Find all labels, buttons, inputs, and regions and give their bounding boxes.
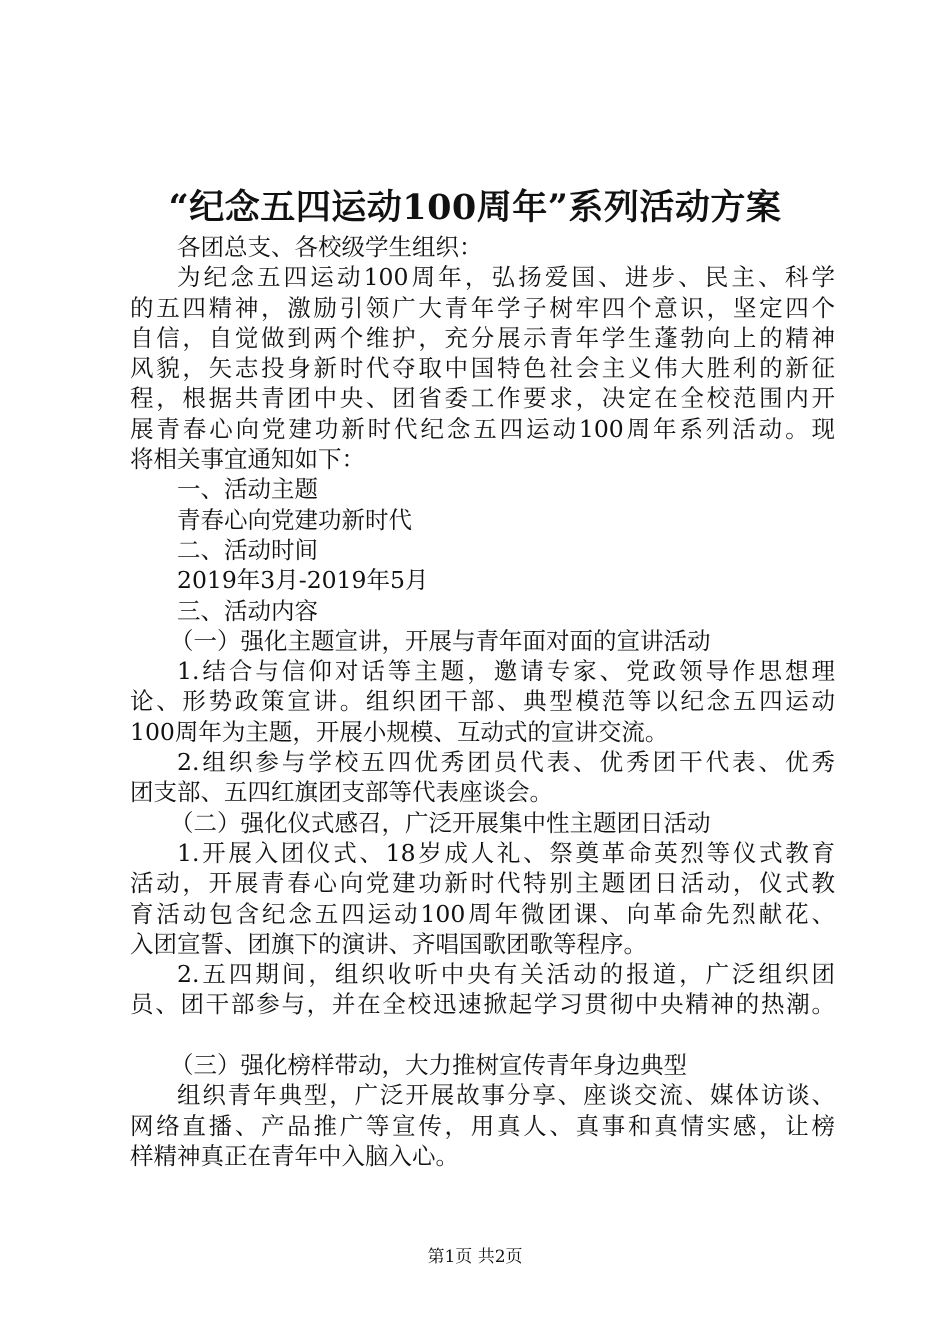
intro-line-3: 自信，自觉做到两个维护，充分展示青年学生蓬勃向上的精神: [130, 323, 835, 352]
subsection-heading-2: （二）强化仪式感召，广泛开展集中性主题团日活动: [170, 808, 711, 837]
item-2-1-line-1: 1.开展入团仪式、18岁成人礼、祭奠革命英烈等仪式教育: [177, 838, 835, 867]
theme-text: 青春心向党建功新时代: [177, 505, 412, 534]
subsection-heading-1: （一）强化主题宣讲，开展与青年面对面的宣讲活动: [170, 626, 711, 655]
item-1-1-line-2: 论、形势政策宣讲。组织团干部、典型模范等以纪念五四运动: [130, 687, 835, 716]
document-body: [130, 232, 835, 1171]
item-3-line-1: 组织青年典型，广泛开展故事分享、座谈交流、媒体访谈、: [177, 1081, 835, 1110]
time-text: 2019年3月-2019年5月: [177, 566, 429, 595]
item-2-2-line-1: 2.五四期间，组织收听中央有关活动的报道，广泛组织团: [177, 960, 835, 989]
item-2-2-line-2: 员、团干部参与，并在全校迅速掀起学习贯彻中央精神的热潮。: [130, 990, 835, 1019]
item-2-1-line-3: 育活动包含纪念五四运动100周年微团课、向革命先烈献花、: [130, 899, 835, 928]
intro-line-4: 风貌，矢志投身新时代夺取中国特色社会主义伟大胜利的新征: [130, 354, 835, 383]
intro-line-2: 的五四精神，激励引领广大青年学子树牢四个意识，坚定四个: [130, 293, 835, 322]
paragraph-gap: [130, 1020, 835, 1050]
salutation: 各团总支、各校级学生组织：: [177, 233, 483, 261]
intro-line-5: 程，根据共青团中央、团省委工作要求，决定在全校范围内开: [130, 384, 835, 413]
page-number-footer: 第1页 共2页: [427, 1247, 523, 1267]
intro-line-1: 为纪念五四运动100周年，弘扬爱国、进步、民主、科学: [177, 263, 835, 292]
item-2-1-line-4: 入团宣誓、团旗下的演讲、齐唱国歌团歌等程序。: [130, 929, 647, 958]
item-1-1-line-3: 100周年为主题，开展小规模、互动式的宣讲交流。: [130, 717, 669, 746]
item-1-2-line-2: 团支部、五四红旗团支部等代表座谈会。: [130, 778, 553, 807]
subsection-heading-3: （三）强化榜样带动，大力推树宣传青年身边典型: [170, 1051, 687, 1080]
section-heading-theme: 一、活动主题: [177, 475, 318, 504]
item-2-1-line-2: 活动，开展青春心向党建功新时代特别主题团日活动，仪式教: [130, 869, 835, 898]
section-heading-content: 三、活动内容: [177, 596, 318, 625]
intro-line-6: 展青春心向党建功新时代纪念五四运动100周年系列活动。现: [130, 414, 835, 443]
item-3-line-3: 样精神真正在青年中入脑入心。: [130, 1141, 459, 1170]
intro-line-7: 将相关事宜通知如下：: [130, 445, 365, 474]
section-heading-time: 二、活动时间: [177, 535, 318, 564]
item-1-1-line-1: 1.结合与信仰对话等主题，邀请专家、党政领导作思想理: [177, 657, 835, 686]
document-title: “纪念五四运动100周年”系列活动方案: [168, 187, 782, 228]
item-3-line-2: 网络直播、产品推广等宣传，用真人、真事和真情实感，让榜: [130, 1111, 835, 1140]
item-1-2-line-1: 2.组织参与学校五四优秀团员代表、优秀团干代表、优秀: [177, 748, 835, 777]
